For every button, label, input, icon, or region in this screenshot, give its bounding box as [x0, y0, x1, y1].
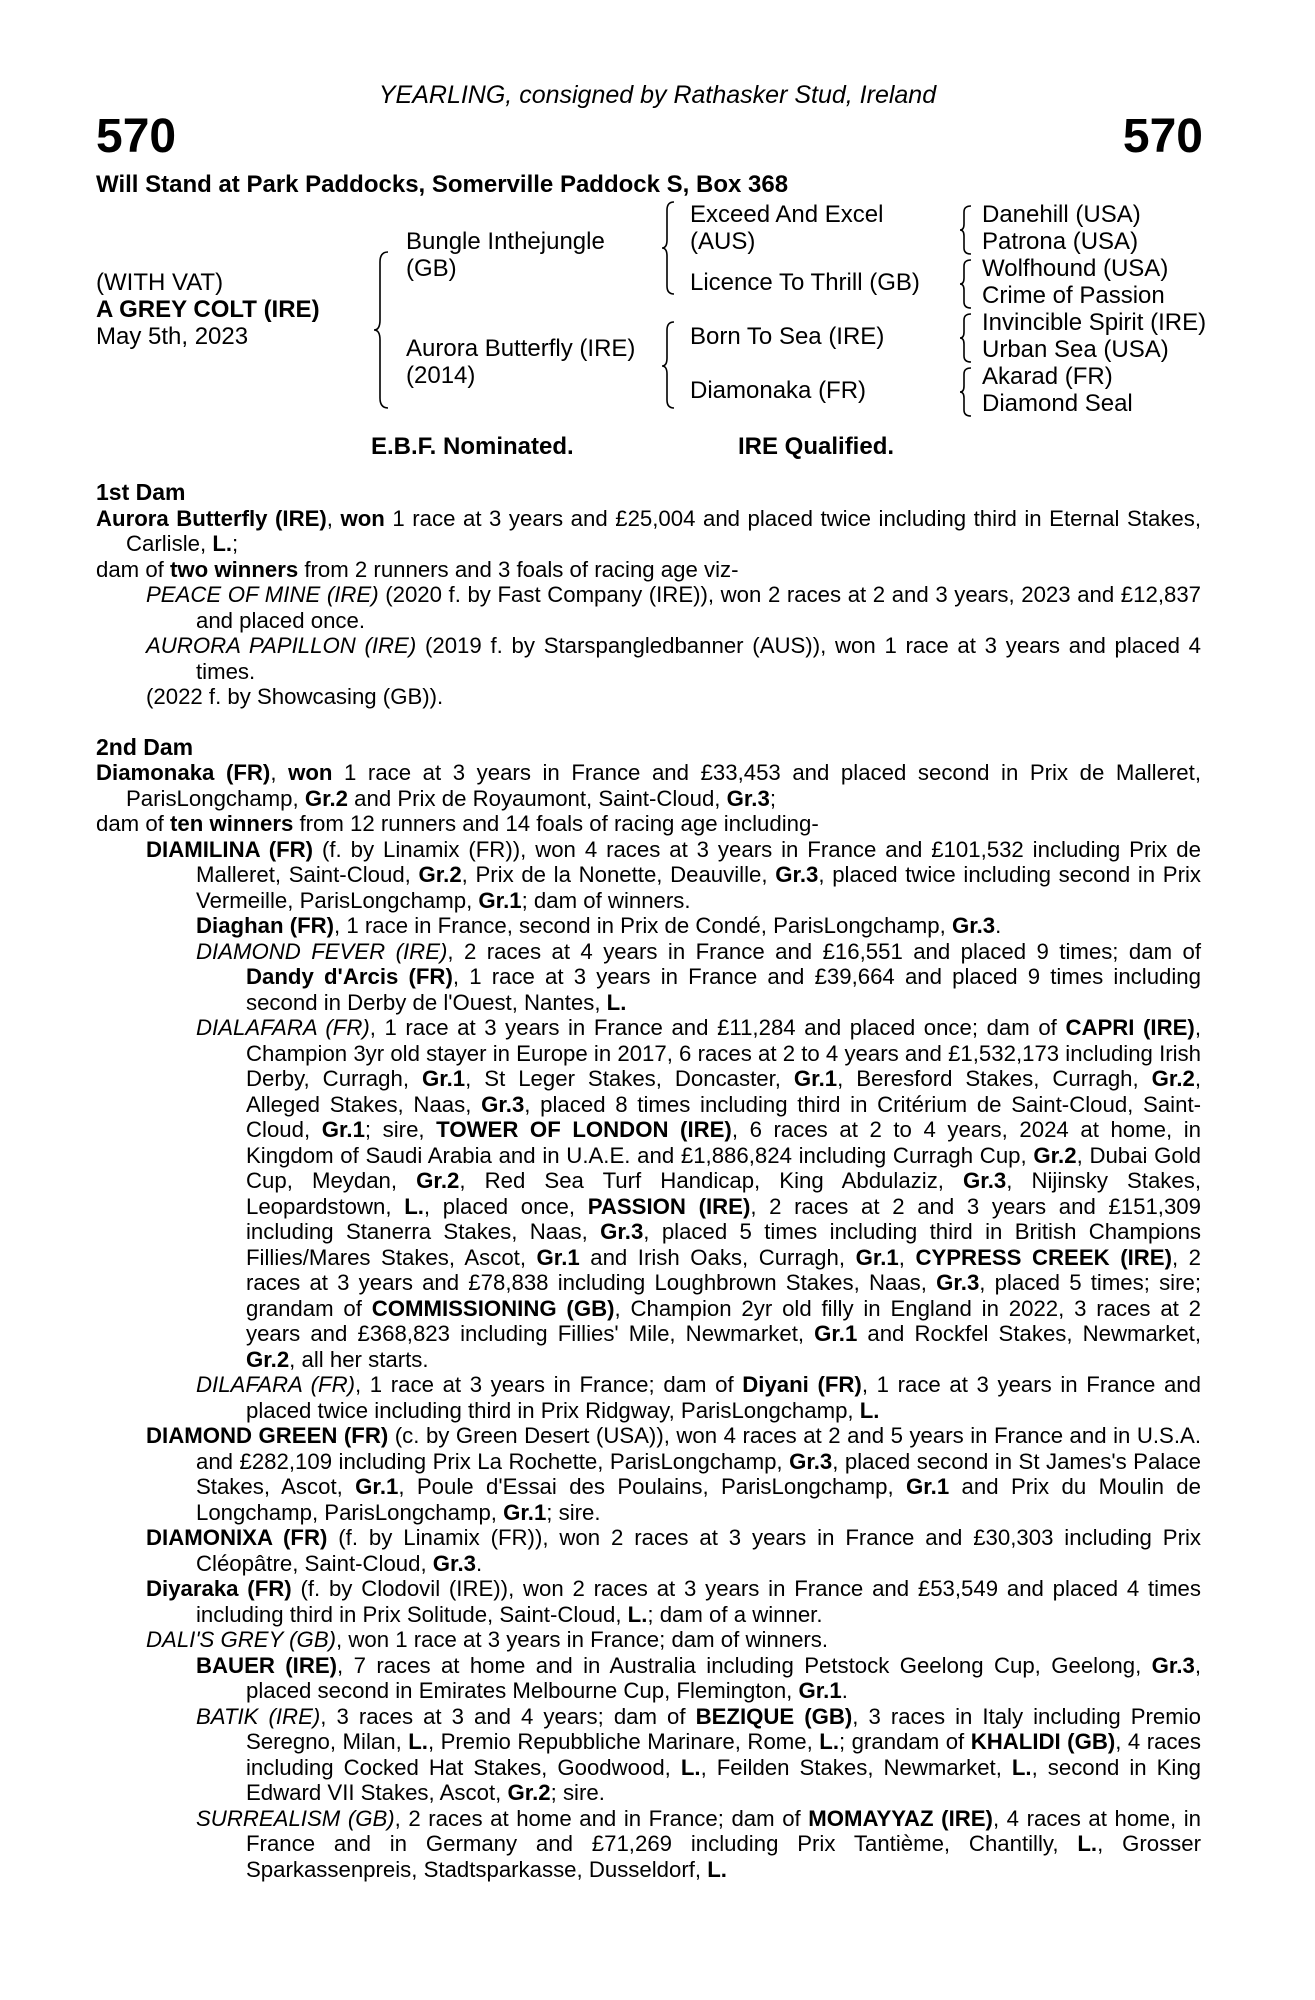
bold-text: Diyani (FR) — [742, 1372, 862, 1397]
entry-text: , 4 races including Cocked Hat Stakes, Goodwood, — [246, 1729, 1201, 1780]
entry-text: , Premio Repubbliche Marinare, Rome, — [427, 1729, 820, 1754]
entry-text: , second in King Edward VII Stakes, Ascot, — [246, 1754, 1201, 1805]
entry-text: , 6 races at 2 to 4 years, 2024 at home, in Kingdom of Saudi Arabia and in U.A.E. and £1,886,824 including Curragh Cup, — [246, 1117, 1201, 1168]
bold-text: Gr.3 — [951, 913, 996, 938]
bold-text: L. — [707, 1856, 727, 1882]
entry-text: (f. by Linamix (FR)), won 2 races at 3 years in France and £30,303 including Prix Cléopâtre, Saint-Cloud, — [196, 1525, 1201, 1576]
bold-text: Gr.1 — [906, 1474, 950, 1499]
bold-text: L. — [1011, 1754, 1032, 1780]
bold-text: Gr.3 — [963, 1168, 1007, 1193]
entry-text: , 1 race at 3 years in France; dam of — [355, 1372, 743, 1397]
produce-entry-level-2 — [96, 939, 1201, 1016]
lot-number-right: 570 — [1122, 110, 1203, 163]
bold-text: Gr.1 — [321, 1117, 365, 1142]
first-dam-listed: L. — [212, 531, 233, 556]
bold-text: Gr.3 — [775, 862, 819, 887]
entry-text: , 2 races at home and in France; dam of — [394, 1805, 809, 1831]
bold-text: L. — [606, 989, 627, 1015]
entry-text: , — [898, 1244, 916, 1270]
second-dam-grade: Gr.2 — [304, 785, 349, 811]
entry-text: , Prix de la Nonette, Deauville, — [461, 862, 776, 887]
bold-text: L. — [859, 1397, 880, 1423]
entry-text: , 1 race at 3 years in France and placed twice including third in Prix Ridgway, ParisLongchamp, — [246, 1372, 1201, 1423]
produce-entry-level-2 — [96, 1015, 1201, 1372]
entry-text: (f. by Clodovil (IRE)), won 2 races at 3 years in France and £53,549 and placed 4 times including third in Prix Solitude, Saint-Cloud, — [196, 1576, 1201, 1627]
bold-text: BEZIQUE (GB) — [695, 1703, 853, 1729]
bold-text: Gr.2 — [246, 1346, 290, 1372]
second-dam-punct: ; — [769, 785, 776, 811]
entry-text: , Alleged Stakes, Naas, — [246, 1066, 1201, 1117]
bold-text: DIAMONIXA (FR) — [146, 1525, 328, 1550]
bold-text: Gr.2 — [416, 1168, 460, 1193]
bold-text: Gr.1 — [355, 1474, 399, 1499]
entry-text: , 2 races at 4 years in France and £16,551 and placed 9 times; dam of — [447, 938, 1202, 964]
entry-text: , 1 race in France, second in Prix de Condé, ParisLongchamp, — [334, 913, 952, 938]
produce-entry-level-2 — [96, 1653, 1201, 1704]
produce-entry-level-2 — [96, 1806, 1201, 1883]
sire-country: (GB) — [406, 255, 457, 282]
bold-text: L. — [819, 1729, 839, 1754]
second-dam-runners: from 12 runners and 14 foals of racing age including- — [293, 811, 819, 836]
first-dam-heading: 1st Dam — [96, 479, 186, 505]
entry-text: , Dubai Gold Cup, Meydan, — [246, 1142, 1201, 1193]
entry-text: . — [475, 1550, 483, 1576]
g3-ancestor-8: Diamond Seal — [982, 390, 1133, 417]
second-dam-record-2: and Prix de Royaumont, Saint-Cloud, — [348, 785, 727, 811]
produce-entry — [96, 684, 1201, 710]
entry-text: , Champion 3yr old stayer in Europe in 2017, 6 races at 2 to 4 years and £1,532,173 including Irish Derby, Curragh, — [246, 1015, 1201, 1091]
catalogue-body — [96, 480, 1201, 1882]
consignment-line: YEARLING, consigned by Rathasker Stud, Ireland — [378, 81, 937, 109]
entry-text: , St Leger Stakes, Doncaster, — [465, 1066, 794, 1091]
second-dam-produce-list — [96, 837, 1201, 1883]
dam-of-label: dam of — [96, 811, 170, 836]
entry-text: , placed 5 times; sire; grandam of — [246, 1270, 1201, 1321]
bold-text: Gr.1 — [814, 1321, 858, 1346]
sire-dam: Licence To Thrill (GB) — [690, 269, 920, 296]
produce-entry-level-2 — [96, 1372, 1201, 1423]
subject-name: A GREY COLT (IRE) — [96, 296, 320, 323]
entry-text: , Beresford Stakes, Curragh, — [837, 1066, 1152, 1091]
entry-text: ; dam of winners. — [521, 887, 691, 913]
entry-text: and Prix du Moulin de Longchamp, ParisLongchamp, — [196, 1474, 1201, 1525]
entry-text: , Grosser Sparkassenpreis, Stadtsparkasse, Dusseldorf, — [246, 1831, 1201, 1882]
bold-text: L. — [404, 1193, 424, 1219]
second-dam-summary: Diamonaka (FR), won 1 race at 3 years in France and £33,453 and placed second in Prix de Malleret, ParisLongchamp, Gr.2 and Prix de Royaumont, Saint-Cloud, Gr.3; — [96, 760, 1201, 811]
entry-text: ; sire, — [364, 1117, 437, 1142]
bold-text: TOWER OF LONDON (IRE) — [436, 1117, 732, 1142]
entry-text: , placed 8 times including third in Critérium de Saint-Cloud, Saint-Cloud, — [246, 1091, 1201, 1142]
bold-text: Gr.3 — [481, 1091, 525, 1117]
second-dam-winners: ten winners — [170, 811, 294, 836]
bold-text: Gr.3 — [936, 1270, 980, 1295]
bold-text: Gr.3 — [432, 1550, 476, 1576]
second-dam-won: won — [288, 760, 333, 785]
brace-g3-4 — [958, 366, 974, 418]
entry-text: , 7 races at home and in Australia including Petstock Geelong Cup, Geelong, — [337, 1652, 1152, 1678]
entry-text: , 2 races at 2 and 3 years and £151,309 including Stanerra Stakes, Naas, — [246, 1193, 1201, 1244]
produce-entry-level-1 — [96, 1423, 1201, 1525]
italic-name: DALI'S GREY (GB) — [146, 1627, 337, 1652]
bold-text: Gr.2 — [418, 862, 462, 887]
italic-name: SURREALISM (GB) — [196, 1805, 395, 1831]
bold-text: KHALIDI (GB) — [970, 1729, 1116, 1754]
bold-text: PASSION (IRE) — [587, 1193, 751, 1219]
brace-subject — [372, 250, 392, 410]
bold-text: COMMISSIONING (GB) — [371, 1295, 615, 1321]
second-dam-name: Diamonaka (FR) — [96, 760, 271, 785]
entry-text: , 2 races at 3 years and £78,838 including Loughbrown Stakes, Naas, — [246, 1244, 1202, 1295]
g3-ancestor-7: Akarad (FR) — [982, 363, 1113, 390]
produce-entry-level-2 — [96, 913, 1201, 939]
brace-dam — [660, 320, 678, 412]
sire-sire-name: Exceed And Excel — [690, 201, 884, 228]
dam-of-label: dam of — [96, 556, 170, 582]
g3-ancestor-4: Crime of Passion — [982, 282, 1165, 309]
bold-text: Gr.1 — [503, 1499, 547, 1525]
entry-text: , placed 5 times including third in British Champions Fillies/Mares Stakes, Ascot, — [246, 1219, 1201, 1270]
second-dam-grade-2: Gr.3 — [726, 785, 770, 811]
first-dam-won: won — [340, 505, 385, 531]
italic-name: DIAMOND FEVER (IRE) — [196, 938, 448, 964]
italic-name: DIALAFARA (FR) — [196, 1015, 370, 1040]
entry-text: . — [841, 1678, 848, 1703]
brace-g3-3 — [958, 312, 974, 364]
entry-text: ; sire. — [546, 1499, 601, 1525]
produce-entry-level-2 — [96, 1704, 1201, 1806]
entry-text: and Irish Oaks, Curragh, — [579, 1244, 856, 1270]
italic-name: DILAFARA (FR) — [196, 1372, 356, 1397]
entry-text: , 4 races at home, in France and in Germany and £71,269 including Prix Tantième, Chantilly, — [246, 1805, 1201, 1856]
entry-text: , placed twice including second in Prix Vermeille, ParisLongchamp, — [196, 862, 1201, 913]
entry-text: , 3 races at 3 and 4 years; dam of — [320, 1703, 696, 1729]
dam-dam: Diamonaka (FR) — [690, 377, 867, 404]
dam-name: Aurora Butterfly (IRE) — [406, 335, 636, 362]
bold-text: CYPRESS CREEK (IRE) — [915, 1244, 1172, 1270]
sire-name: Bungle Inthejungle — [406, 228, 605, 255]
bold-text: BAUER (IRE) — [196, 1652, 338, 1678]
foaling-date: May 5th, 2023 — [96, 323, 249, 350]
bold-text: Gr.2 — [1033, 1142, 1077, 1168]
bold-text: L. — [408, 1729, 428, 1754]
second-dam-record: 1 race at 3 years in France and £33,453 and placed second in Prix de Malleret, ParisLongchamp, — [126, 760, 1201, 811]
bold-text: Diaghan (FR) — [196, 913, 335, 938]
bold-text: CAPRI (IRE) — [1065, 1015, 1195, 1040]
bold-text: Gr.1 — [798, 1678, 842, 1703]
second-dam-heading: 2nd Dam — [96, 733, 194, 760]
produce-name: AURORA PAPILLON (IRE) — [146, 633, 417, 658]
entry-text: ; sire. — [550, 1780, 605, 1805]
entry-text: ; grandam of — [839, 1729, 971, 1754]
italic-name: BATIK (IRE) — [196, 1703, 321, 1729]
vat-note: (WITH VAT) — [96, 269, 224, 296]
sire-sire-country: (AUS) — [690, 228, 756, 255]
entry-text: (c. by Green Desert (USA)), won 4 races at 2 and 5 years in France and in U.S.A. and £282,109 including Prix La Rochette, ParisLongchamp, — [196, 1423, 1201, 1474]
dam-sire: Born To Sea (IRE) — [690, 323, 885, 350]
bold-text: Gr.2 — [507, 1780, 551, 1805]
bold-text: Gr.1 — [855, 1244, 899, 1270]
entry-text: , won 1 race at 3 years in France; dam of winners. — [336, 1627, 829, 1652]
bold-text: DIAMILINA (FR) — [146, 836, 314, 862]
produce-entry — [96, 582, 1201, 633]
lot-number-left: 570 — [96, 110, 177, 163]
entry-text: , all her starts. — [289, 1346, 429, 1372]
first-dam-record: 1 race at 3 years and £25,004 and placed twice including third in Eternal Stakes, Carlisle, — [126, 505, 1201, 556]
entry-text: , Red Sea Turf Handicap, King Abdulaziz, — [459, 1168, 964, 1193]
produce-entry-level-1 — [96, 1627, 1201, 1653]
entry-text: and Rockfel Stakes, Newmarket, — [857, 1321, 1201, 1346]
first-dam-summary: Aurora Butterfly (IRE), won 1 race at 3 years and £25,004 and placed twice including third in Eternal Stakes, Carlisle, L.; — [96, 505, 1201, 556]
ire-qualified: IRE Qualified. — [738, 433, 895, 460]
bold-text: Gr.3 — [600, 1219, 644, 1244]
bold-text: L. — [1077, 1831, 1098, 1856]
second-dam-produce-intro — [96, 811, 1201, 837]
produce-entry — [96, 633, 1201, 684]
entry-text: ; dam of a winner. — [647, 1601, 823, 1627]
bold-text: DIAMOND GREEN (FR) — [146, 1423, 389, 1448]
brace-g3-2 — [958, 258, 974, 310]
entry-text: , Poule d'Essai des Poulains, ParisLongchamp, — [398, 1474, 907, 1499]
bold-text: Gr.3 — [789, 1448, 833, 1474]
bold-text: Gr.3 — [1151, 1652, 1195, 1678]
entry-text: , placed once, — [423, 1193, 588, 1219]
first-dam-runners: from 2 runners and 3 foals of racing age viz- — [298, 556, 739, 582]
ebf-nominated: E.B.F. Nominated. — [371, 433, 574, 460]
entry-text: , placed second in Emirates Melbourne Cup, Flemington, — [246, 1652, 1201, 1703]
brace-g3-1 — [958, 204, 974, 256]
entry-text: (f. by Linamix (FR)), won 4 races at 3 years in France and £101,532 including Prix de Malleret, Saint-Cloud, — [196, 836, 1201, 887]
bold-text: Dandy d'Arcis (FR) — [246, 964, 453, 989]
produce-text: (2020 f. by Fast Company (IRE)), won 2 races at 2 and 3 years, 2023 and £12,837 and placed once. — [196, 582, 1201, 633]
g3-ancestor-2: Patrona (USA) — [982, 228, 1139, 255]
bold-text: Gr.1 — [421, 1066, 466, 1091]
produce-text: (2022 f. by Showcasing (GB)). — [146, 684, 444, 709]
brace-sire — [660, 200, 678, 298]
produce-entry-level-1 — [96, 1576, 1201, 1627]
first-dam-name: Aurora Butterfly (IRE) — [96, 505, 327, 531]
bold-text: Gr.1 — [536, 1244, 580, 1270]
produce-entry-level-1 — [96, 1525, 1201, 1576]
entry-text: . — [995, 913, 1002, 938]
g3-ancestor-6: Urban Sea (USA) — [982, 336, 1169, 363]
produce-entry-level-1 — [96, 837, 1201, 914]
first-dam-winners: two winners — [170, 556, 299, 582]
stand-location: Will Stand at Park Paddocks, Somerville Paddock S, Box 368 — [96, 171, 789, 198]
bold-text: Gr.1 — [793, 1066, 838, 1091]
bold-text: L. — [627, 1601, 648, 1627]
bold-text: MOMAYYAZ (IRE) — [808, 1805, 993, 1831]
entry-text: , Nijinsky Stakes, Leopardstown, — [246, 1168, 1202, 1219]
bold-text: L. — [680, 1754, 701, 1780]
entry-text: , Feilden Stakes, Newmarket, — [700, 1754, 1012, 1780]
bold-text: Gr.2 — [1151, 1066, 1195, 1091]
g3-ancestor-5: Invincible Spirit (IRE) — [982, 309, 1207, 336]
entry-text: , 3 races in Italy including Premio Seregno, Milan, — [246, 1703, 1201, 1754]
entry-text: , placed second in St James's Palace Stakes, Ascot, — [196, 1448, 1201, 1499]
g3-ancestor-1: Danehill (USA) — [982, 201, 1141, 228]
produce-text: (2019 f. by Starspangledbanner (AUS)), won 1 race at 3 years and placed 4 times. — [196, 633, 1201, 684]
first-dam-produce-intro — [96, 557, 1201, 583]
dam-year: (2014) — [406, 362, 476, 389]
bold-text: Diyaraka (FR) — [146, 1576, 292, 1601]
produce-name: PEACE OF MINE (IRE) — [146, 582, 379, 607]
entry-text: , 1 race at 3 years in France and £39,664 and placed 9 times including second in Derby de l'Ouest, Nantes, — [246, 964, 1201, 1015]
bold-text: Gr.1 — [478, 887, 522, 913]
first-dam-punct: ; — [232, 531, 239, 556]
entry-text: , Champion 2yr old filly in England in 2022, 3 races at 2 years and £368,823 including Fillies' Mile, Newmarket, — [246, 1295, 1201, 1346]
g3-ancestor-3: Wolfhound (USA) — [982, 255, 1169, 282]
entry-text: , 1 race at 3 years in France and £11,284 and placed once; dam of — [369, 1015, 1066, 1040]
